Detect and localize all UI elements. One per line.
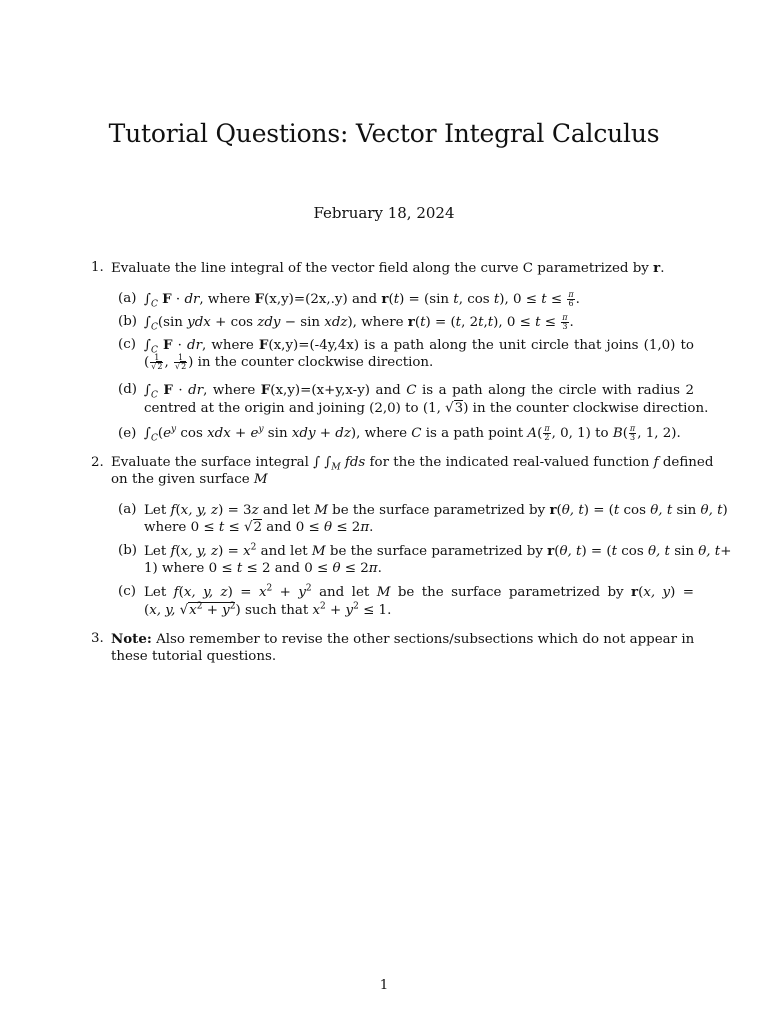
q1c-label: (c) xyxy=(118,337,136,352)
q1-number: 1. xyxy=(91,260,104,275)
q1b-label: (b) xyxy=(118,314,138,329)
q2b-text-line1: Let f(x, y, $z) = x^2$ and let M be the surface parametrized by r(θ, t) = (t cos θ, t sin θ, t+ xyxy=(144,542,732,559)
q2c-label: (c) xyxy=(118,584,136,599)
q2-stem-line1: Evaluate the surface integral ∫ $\int_M$ fds for the the indicated real-valued function f defined xyxy=(111,455,714,473)
q2a-label: (a) xyxy=(118,502,137,517)
q2b-label: (b) xyxy=(118,543,138,558)
q3-text-line2: these tutorial questions. xyxy=(111,649,277,664)
q2a-text-line2: where 0 ≤ t ≤ √2 and 0 ≤ θ ≤ 2π. xyxy=(144,520,374,535)
q1c-text-line1: $\int_C$ F · dr, where F(x,y)=(-4y,4x) is a path along the unit circle that joins (1,0) to xyxy=(144,337,694,356)
q1a-text: $\int_C$ F · dr, where F(x,y)=(2x,.y) and r(t) = (sin t, cos t), 0 ≤ t ≤ $\frac{\pi}{6}$ . xyxy=(144,290,580,310)
page-number: 1 xyxy=(379,978,389,993)
q1d-text-line1: $\int_C$ F · dr, where F(x,y)=(x+y,x-y) and C is a path along the circle with radius 2 xyxy=(144,382,695,401)
q1d-text-line2: centred at the origin and joining (2,0) to (1, √3) in the counter clockwise direction. xyxy=(144,401,709,416)
document-date: February 18, 2024 xyxy=(313,204,455,222)
q3-number: 3. xyxy=(91,631,104,646)
q2-number: 2. xyxy=(91,455,104,470)
page-title: Tutorial Questions: Vector Integral Calculus xyxy=(108,119,660,148)
q1e-label: (e) xyxy=(118,426,137,441)
q2c-text-line2: (x, y, $√x^2 + y^2$) such that $x^2 + y^2 \le 1$. xyxy=(144,601,392,618)
q2c-text-line1: Let f(x, y, $z) = x^2 + y^2$ and let M be the surface parametrized by r(x, y) = xyxy=(144,583,695,600)
q1c-text-line2: ( $\frac{1}{√2}$ , $\frac{1}{√2}$ ) in the counter clockwise direction. xyxy=(144,353,434,371)
q1e-text: $\int_C(e^y$ cos xdx + $e^y$ sin xdy + dz), where C is a path point A( $\frac{\pi}{2}$ , 0, 1) to B( $\frac{\pi}{3}$ , 1, 2). xyxy=(144,424,681,444)
note-label: Note: xyxy=(111,631,152,647)
q2a-text-line1: Let f(x, y, z) = 3z and let M be the surface parametrized by r(θ, t) = (t cos θ, t sin θ, t) xyxy=(144,502,728,518)
q1b-text: $\int_C(\sin$ ydx + cos zdy − sin xdz), where r(t) = (t, 2t,t), 0 ≤ t ≤ $\frac{\pi}{3}$ . xyxy=(144,313,574,333)
q3-text-line1: Note: Also remember to revise the other sections/subsections which do not appear in xyxy=(111,631,695,647)
q1-stem: Evaluate the line integral of the vector field along the curve C parametrized by r. xyxy=(111,260,665,276)
q1a-label: (a) xyxy=(118,291,137,306)
q1d-label: (d) xyxy=(118,382,138,397)
q2-stem-line2: on the given surface M xyxy=(111,472,268,487)
q2b-text-line2: 1) where 0 ≤ t ≤ 2 and 0 ≤ θ ≤ 2π. xyxy=(144,561,382,576)
